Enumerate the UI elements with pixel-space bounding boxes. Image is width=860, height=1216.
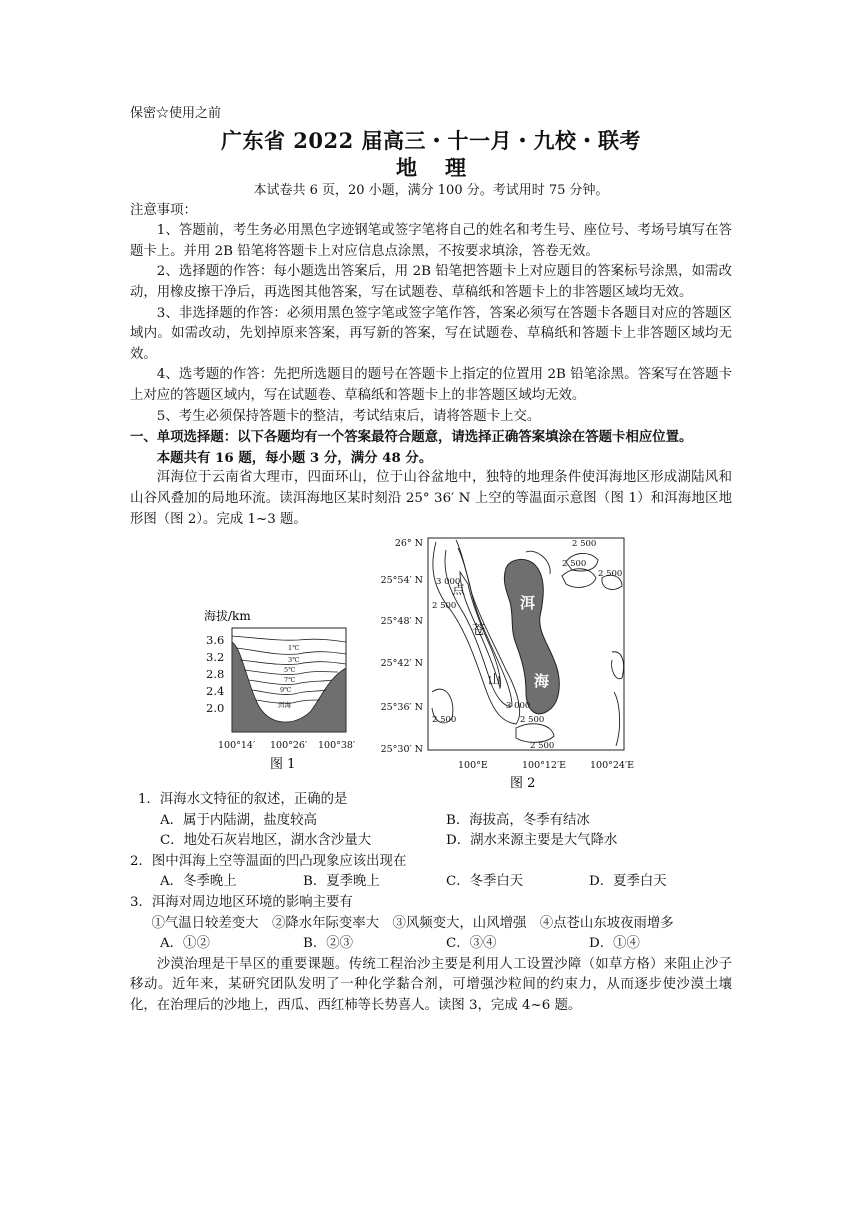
- notice-heading: 注意事项：: [130, 202, 197, 218]
- contour-label: 2 500: [432, 715, 457, 726]
- question-options: [130, 811, 732, 832]
- lat-tick: 25°42′ N: [380, 658, 423, 670]
- contour-label: 3 000: [436, 577, 461, 588]
- option: D．夏季白天: [589, 874, 667, 890]
- option: C．③④: [446, 936, 497, 952]
- contour-label: 2 500: [598, 569, 623, 580]
- option: A．冬季晚上: [160, 874, 237, 890]
- lat-tick: 25°30′ N: [380, 744, 423, 756]
- notice-item: 1、答题前，考生务必用黑色字迹钢笔或签字笔将自己的姓名和考生号、座位号、考场号填写在答题卡上。并用 2B 铅笔将答题卡上对应信息点涂黑，不按要求填涂，答卷无效。: [130, 223, 732, 259]
- contour-label: 2 500: [562, 559, 587, 570]
- isotherm-label: 5℃: [284, 666, 296, 675]
- y-tick: 2.8: [206, 667, 225, 682]
- fig2-caption: 图 2: [510, 776, 536, 791]
- lat-tick: 26° N: [394, 538, 423, 550]
- mountain-char: 苍: [472, 623, 486, 639]
- isotherm-label: 7℃: [284, 676, 296, 685]
- isotherm-label: 1℃: [288, 644, 300, 653]
- question-stem: 1．洱海水文特征的叙述，正确的是: [138, 792, 348, 808]
- y-tick: 3.6: [206, 633, 225, 648]
- lake-label: 洱海: [278, 701, 291, 710]
- subject-title: 地理: [396, 154, 494, 180]
- question-statements: ①气温日较差变大 ②降水年际变率大 ③风频变大，山风增强 ④点苍山东坡夜雨增多: [151, 915, 674, 931]
- y-tick: 2.4: [206, 684, 225, 699]
- option: B．海拔高，冬季有结冰: [446, 812, 590, 828]
- option: B．夏季晚上: [303, 874, 380, 890]
- option: D．①④: [589, 936, 640, 952]
- notice-item: 4、选考题的作答：先把所选题目的题号在答题卡上指定的位置用 2B 铅笔涂黑。答案写在答题卡上对应的答题区域内，写在试题卷、草稿纸和答题卡上的非答题区域均无效。: [130, 367, 732, 403]
- question-options: [130, 831, 732, 852]
- lake-char: 海: [534, 672, 550, 691]
- option: D．湖水来源主要是大气降水: [446, 833, 618, 849]
- question-intro: 洱海位于云南省大理市，四面环山，位于山谷盆地中，独特的地理条件使洱海地区形成湖陆风和山谷风叠加的局地环流。读洱海地区某时刻沿 25° 36′ N 上空的等温面示意图（图 1）和洱海地区地形图（图 2）。完成 1~3 题。: [130, 470, 732, 527]
- contour-label: 2 500: [530, 741, 555, 752]
- exam-info: 本试卷共 6 页，20 小题，满分 100 分。考试用时 75 分钟。: [253, 182, 609, 198]
- lon-tick: 100°24′E: [590, 760, 635, 772]
- lat-tick: 25°54′ N: [380, 575, 423, 587]
- question-options: [130, 872, 732, 893]
- fig1-caption: 图 1: [270, 757, 296, 773]
- option: A．①②: [160, 936, 210, 952]
- fig1-ylabel: 海拔/km: [204, 609, 251, 624]
- x-tick: 100°14′: [218, 740, 256, 752]
- question-options: [130, 934, 732, 955]
- contour-label: 2 500: [520, 715, 545, 726]
- exam-page: [130, 104, 732, 1017]
- notice-item: 3、非选择题的作答：必须用黑色签字笔或签字笔作答，答案必须写在答题卡各题目对应的答题区域内。如需改动，先划掉原来答案，再写新的答案，写在试题卷、草稿纸和答题卡上非答题区域均无效。: [130, 305, 732, 362]
- option: C．冬季白天: [446, 874, 524, 890]
- option: B．②③: [303, 936, 354, 952]
- notice-item: 2、选择题的作答：每小题选出答案后，用 2B 铅笔把答题卡上对应题目的答案标号涂黑，如需改动，用橡皮擦干净后，再选图其他答案，写在试题卷、草稿纸和答题卡上的非答题区域均无效。: [130, 264, 732, 300]
- figures-row: [130, 532, 732, 790]
- contour-label: 2 500: [572, 539, 597, 550]
- contour-label: 2 500: [432, 601, 457, 612]
- mountain-char: 点: [452, 583, 466, 599]
- question-stem: 3．洱海对周边地区环境的影响主要有: [130, 895, 353, 911]
- figure-2-terrain-map: [376, 532, 666, 790]
- lon-tick: 100°12′E: [522, 760, 567, 772]
- lat-tick: 25°36′ N: [380, 702, 423, 714]
- exam-title: 广东省 2022 届高三・十一月・九校・联考: [220, 127, 642, 153]
- option: C．地处石灰岩地区，湖水含沙量大: [160, 833, 372, 849]
- x-tick: 100°26′: [270, 740, 308, 752]
- confidential-label: 保密☆使用之前: [130, 106, 222, 121]
- isotherm-label: 9℃: [280, 686, 292, 695]
- question-stem: 2．图中洱海上空等温面的凹凸现象应该出现在: [130, 853, 407, 869]
- isotherm-label: 3℃: [288, 656, 300, 665]
- x-tick: 100°38′: [318, 740, 356, 752]
- mountain-char: 山: [488, 673, 502, 689]
- notice-item: 5、考生必须保持答题卡的整洁，考试结束后，请将答题卡上交。: [156, 408, 541, 424]
- figure-1-isotherm-profile: [198, 608, 358, 786]
- section-heading: 一、单项选择题：以下各题均有一个答案最符合题意，请选择正确答案填涂在答题卡相应位置。: [130, 429, 693, 446]
- lat-tick: 25°48′ N: [380, 616, 423, 628]
- y-tick: 3.2: [206, 650, 225, 665]
- lon-tick: 100°E: [458, 760, 488, 772]
- section-subheading: 本题共有 16 题，每小题 3 分，满分 48 分。: [156, 449, 433, 466]
- option: A．属于内陆湖，盐度较高: [160, 812, 317, 828]
- lake-char: 洱: [520, 594, 536, 613]
- y-tick: 2.0: [206, 701, 225, 716]
- contour-label: 3 000: [506, 701, 531, 712]
- question-intro: 沙漠治理是干旱区的重要课题。传统工程治沙主要是利用人工设置沙障（如草方格）来阻止沙子移动。近年来，某研究团队发明了一种化学黏合剂，可增强沙粒间的约束力，从而逐步使沙漠土壤化，在治理后的沙地上，西瓜、西红柿等长势喜人。读图 3，完成 4~6 题。: [130, 956, 732, 1014]
